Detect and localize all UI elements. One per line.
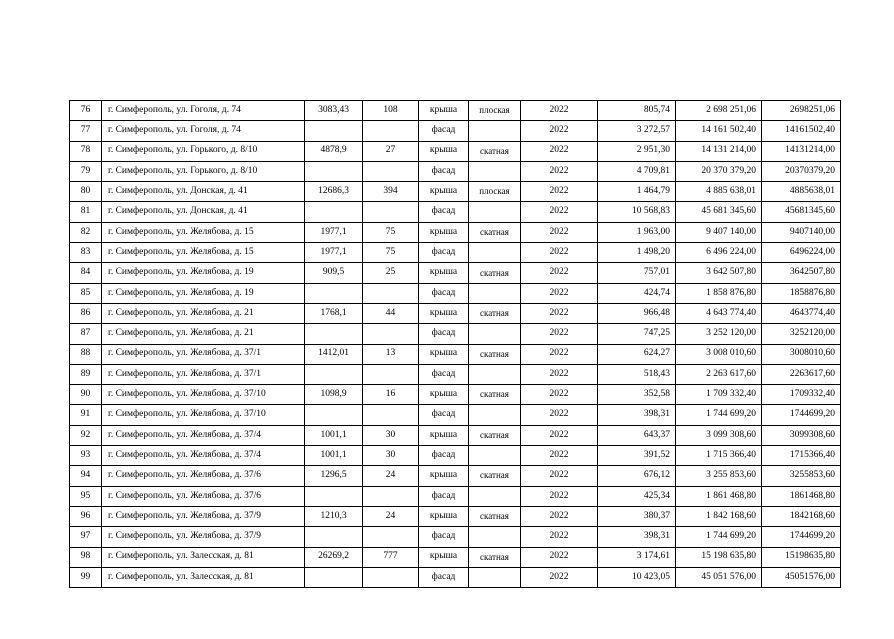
cell-roof-type: скатная — [469, 506, 521, 526]
table-row — [70, 182, 841, 202]
cell-total-cost-plain: 3099308,60 — [762, 425, 841, 445]
table-row — [70, 446, 841, 466]
cell-quantity: 24 — [363, 506, 419, 526]
cell-area: 1210,3 — [305, 506, 363, 526]
cell-roof-type — [469, 202, 521, 222]
cell-row-number: 98 — [70, 547, 102, 567]
cell-address: г. Симферополь, ул. Желябова, д. 37/10 — [102, 385, 305, 405]
cell-total-cost: 15 198 635,80 — [676, 547, 762, 567]
cell-work-type: крыша — [419, 222, 469, 242]
cell-unit-cost: 643,37 — [598, 425, 676, 445]
cell-year: 2022 — [521, 506, 598, 526]
cell-total-cost: 45 681 345,60 — [676, 202, 762, 222]
cell-unit-cost: 805,74 — [598, 101, 676, 121]
cell-quantity: 75 — [363, 222, 419, 242]
cell-year: 2022 — [521, 101, 598, 121]
cell-unit-cost: 1 963,00 — [598, 222, 676, 242]
cell-year: 2022 — [521, 324, 598, 344]
cell-unit-cost: 398,31 — [598, 405, 676, 425]
cell-address: г. Симферополь, ул. Желябова, д. 37/10 — [102, 405, 305, 425]
table-row — [70, 364, 841, 384]
cell-unit-cost: 352,58 — [598, 385, 676, 405]
table-row — [70, 344, 841, 364]
cell-year: 2022 — [521, 446, 598, 466]
cell-address: г. Симферополь, ул. Желябова, д. 37/6 — [102, 486, 305, 506]
cell-quantity: 30 — [363, 446, 419, 466]
data-table — [69, 100, 841, 588]
cell-year: 2022 — [521, 243, 598, 263]
cell-total-cost: 9 407 140,00 — [676, 222, 762, 242]
cell-roof-type — [469, 486, 521, 506]
cell-roof-type — [469, 324, 521, 344]
cell-row-number: 83 — [70, 243, 102, 263]
table-row — [70, 121, 841, 141]
table-row — [70, 466, 841, 486]
cell-total-cost-plain: 20370379,20 — [762, 161, 841, 181]
cell-year: 2022 — [521, 263, 598, 283]
table-row — [70, 506, 841, 526]
cell-unit-cost: 966,48 — [598, 303, 676, 323]
table-row — [70, 141, 841, 161]
cell-row-number: 95 — [70, 486, 102, 506]
cell-work-type: крыша — [419, 547, 469, 567]
cell-area: 909,5 — [305, 263, 363, 283]
cell-work-type: крыша — [419, 101, 469, 121]
table-row — [70, 222, 841, 242]
cell-address: г. Симферополь, ул. Желябова, д. 37/4 — [102, 446, 305, 466]
cell-quantity — [363, 324, 419, 344]
cell-total-cost-plain: 1744699,20 — [762, 405, 841, 425]
cell-roof-type — [469, 243, 521, 263]
cell-unit-cost: 624,27 — [598, 344, 676, 364]
cell-address: г. Симферополь, ул. Желябова, д. 37/9 — [102, 506, 305, 526]
cell-year: 2022 — [521, 385, 598, 405]
cell-total-cost: 20 370 379,20 — [676, 161, 762, 181]
cell-row-number: 89 — [70, 364, 102, 384]
cell-area — [305, 283, 363, 303]
cell-work-type: фасад — [419, 283, 469, 303]
cell-unit-cost: 10 423,05 — [598, 567, 676, 587]
cell-work-type: фасад — [419, 405, 469, 425]
table-row — [70, 405, 841, 425]
cell-total-cost-plain: 2698251,06 — [762, 101, 841, 121]
cell-work-type: крыша — [419, 182, 469, 202]
cell-year: 2022 — [521, 222, 598, 242]
cell-area — [305, 567, 363, 587]
cell-total-cost: 2 698 251,06 — [676, 101, 762, 121]
cell-roof-type: скатная — [469, 303, 521, 323]
cell-unit-cost: 391,52 — [598, 446, 676, 466]
cell-row-number: 92 — [70, 425, 102, 445]
cell-row-number: 99 — [70, 567, 102, 587]
cell-total-cost: 3 642 507,80 — [676, 263, 762, 283]
table-row — [70, 263, 841, 283]
table-row — [70, 202, 841, 222]
cell-unit-cost: 757,01 — [598, 263, 676, 283]
cell-unit-cost: 1 498,20 — [598, 243, 676, 263]
cell-roof-type: скатная — [469, 547, 521, 567]
cell-work-type: фасад — [419, 486, 469, 506]
cell-address: г. Симферополь, ул. Желябова, д. 21 — [102, 303, 305, 323]
cell-total-cost-plain: 1858876,80 — [762, 283, 841, 303]
cell-unit-cost: 380,37 — [598, 506, 676, 526]
cell-total-cost-plain: 6496224,00 — [762, 243, 841, 263]
cell-work-type: фасад — [419, 202, 469, 222]
cell-roof-type — [469, 121, 521, 141]
cell-total-cost: 1 744 699,20 — [676, 405, 762, 425]
cell-quantity: 24 — [363, 466, 419, 486]
cell-unit-cost: 4 709,81 — [598, 161, 676, 181]
cell-unit-cost: 518,43 — [598, 364, 676, 384]
cell-quantity — [363, 121, 419, 141]
cell-unit-cost: 3 272,57 — [598, 121, 676, 141]
cell-quantity: 44 — [363, 303, 419, 323]
cell-address: г. Симферополь, ул. Гоголя, д. 74 — [102, 121, 305, 141]
cell-roof-type: скатная — [469, 425, 521, 445]
cell-address: г. Симферополь, ул. Желябова, д. 15 — [102, 243, 305, 263]
cell-row-number: 90 — [70, 385, 102, 405]
cell-roof-type: скатная — [469, 263, 521, 283]
cell-total-cost: 14 131 214,00 — [676, 141, 762, 161]
cell-total-cost-plain: 1861468,80 — [762, 486, 841, 506]
table-row — [70, 303, 841, 323]
cell-row-number: 80 — [70, 182, 102, 202]
cell-roof-type: скатная — [469, 141, 521, 161]
cell-work-type: фасад — [419, 243, 469, 263]
table-row — [70, 101, 841, 121]
table-row — [70, 527, 841, 547]
cell-total-cost: 3 008 010,60 — [676, 344, 762, 364]
cell-year: 2022 — [521, 567, 598, 587]
cell-work-type: фасад — [419, 161, 469, 181]
cell-year: 2022 — [521, 283, 598, 303]
cell-total-cost: 3 255 853,60 — [676, 466, 762, 486]
cell-total-cost: 3 099 308,60 — [676, 425, 762, 445]
cell-row-number: 96 — [70, 506, 102, 526]
cell-year: 2022 — [521, 425, 598, 445]
cell-quantity: 27 — [363, 141, 419, 161]
cell-total-cost-plain: 3255853,60 — [762, 466, 841, 486]
cell-address: г. Симферополь, ул. Донская, д. 41 — [102, 182, 305, 202]
cell-work-type: фасад — [419, 121, 469, 141]
table-row — [70, 486, 841, 506]
cell-total-cost-plain: 14161502,40 — [762, 121, 841, 141]
table-row — [70, 161, 841, 181]
cell-year: 2022 — [521, 364, 598, 384]
cell-address: г. Симферополь, ул. Желябова, д. 21 — [102, 324, 305, 344]
cell-area — [305, 121, 363, 141]
cell-area — [305, 161, 363, 181]
cell-work-type: крыша — [419, 466, 469, 486]
cell-year: 2022 — [521, 182, 598, 202]
cell-total-cost: 1 858 876,80 — [676, 283, 762, 303]
cell-year: 2022 — [521, 547, 598, 567]
cell-quantity — [363, 486, 419, 506]
cell-unit-cost: 425,34 — [598, 486, 676, 506]
cell-address: г. Симферополь, ул. Желябова, д. 37/1 — [102, 344, 305, 364]
cell-area: 1412,01 — [305, 344, 363, 364]
cell-total-cost: 1 709 332,40 — [676, 385, 762, 405]
cell-row-number: 79 — [70, 161, 102, 181]
cell-total-cost-plain: 1715366,40 — [762, 446, 841, 466]
cell-quantity: 16 — [363, 385, 419, 405]
cell-roof-type — [469, 283, 521, 303]
cell-quantity: 108 — [363, 101, 419, 121]
cell-roof-type — [469, 161, 521, 181]
table-row — [70, 324, 841, 344]
table-row — [70, 547, 841, 567]
cell-total-cost: 2 263 617,60 — [676, 364, 762, 384]
cell-address: г. Симферополь, ул. Гоголя, д. 74 — [102, 101, 305, 121]
cell-row-number: 87 — [70, 324, 102, 344]
cell-area — [305, 486, 363, 506]
cell-total-cost-plain: 45051576,00 — [762, 567, 841, 587]
cell-quantity: 75 — [363, 243, 419, 263]
cell-roof-type: плоская — [469, 182, 521, 202]
cell-work-type: фасад — [419, 364, 469, 384]
cell-row-number: 76 — [70, 101, 102, 121]
cell-work-type: крыша — [419, 303, 469, 323]
cell-year: 2022 — [521, 466, 598, 486]
cell-address: г. Симферополь, ул. Желябова, д. 37/6 — [102, 466, 305, 486]
cell-area — [305, 527, 363, 547]
cell-roof-type: скатная — [469, 222, 521, 242]
table-row — [70, 283, 841, 303]
cell-quantity — [363, 364, 419, 384]
cell-quantity — [363, 527, 419, 547]
cell-unit-cost: 2 951,30 — [598, 141, 676, 161]
cell-total-cost-plain: 1709332,40 — [762, 385, 841, 405]
cell-address: г. Симферополь, ул. Залесская, д. 81 — [102, 547, 305, 567]
cell-roof-type: скатная — [469, 344, 521, 364]
cell-work-type: фасад — [419, 527, 469, 547]
cell-quantity: 777 — [363, 547, 419, 567]
cell-roof-type — [469, 567, 521, 587]
cell-quantity — [363, 567, 419, 587]
cell-area: 3083,43 — [305, 101, 363, 121]
cell-total-cost: 6 496 224,00 — [676, 243, 762, 263]
cell-year: 2022 — [521, 202, 598, 222]
cell-area: 1001,1 — [305, 425, 363, 445]
cell-total-cost-plain: 4885638,01 — [762, 182, 841, 202]
cell-quantity — [363, 202, 419, 222]
cell-row-number: 77 — [70, 121, 102, 141]
table-row — [70, 385, 841, 405]
cell-quantity: 25 — [363, 263, 419, 283]
cell-address: г. Симферополь, ул. Желябова, д. 19 — [102, 263, 305, 283]
cell-row-number: 97 — [70, 527, 102, 547]
cell-row-number: 93 — [70, 446, 102, 466]
cell-quantity — [363, 161, 419, 181]
cell-area — [305, 202, 363, 222]
cell-roof-type: скатная — [469, 466, 521, 486]
cell-work-type: крыша — [419, 385, 469, 405]
cell-total-cost: 14 161 502,40 — [676, 121, 762, 141]
cell-area: 1296,5 — [305, 466, 363, 486]
cell-area: 1768,1 — [305, 303, 363, 323]
cell-work-type: крыша — [419, 263, 469, 283]
cell-roof-type — [469, 364, 521, 384]
cell-row-number: 78 — [70, 141, 102, 161]
cell-work-type: крыша — [419, 141, 469, 161]
cell-unit-cost: 1 464,79 — [598, 182, 676, 202]
cell-unit-cost: 747,25 — [598, 324, 676, 344]
cell-quantity: 30 — [363, 425, 419, 445]
cell-total-cost-plain: 2263617,60 — [762, 364, 841, 384]
cell-year: 2022 — [521, 303, 598, 323]
cell-unit-cost: 676,12 — [598, 466, 676, 486]
cell-work-type: крыша — [419, 506, 469, 526]
cell-total-cost: 4 643 774,40 — [676, 303, 762, 323]
cell-address: г. Симферополь, ул. Желябова, д. 15 — [102, 222, 305, 242]
cell-total-cost: 45 051 576,00 — [676, 567, 762, 587]
cell-row-number: 91 — [70, 405, 102, 425]
cell-row-number: 85 — [70, 283, 102, 303]
cell-area: 26269,2 — [305, 547, 363, 567]
cell-roof-type — [469, 405, 521, 425]
cell-area: 4878,9 — [305, 141, 363, 161]
cell-area — [305, 405, 363, 425]
cell-total-cost-plain: 15198635,80 — [762, 547, 841, 567]
cell-area: 1977,1 — [305, 243, 363, 263]
table-row — [70, 567, 841, 587]
cell-total-cost: 1 842 168,60 — [676, 506, 762, 526]
cell-area: 1098,9 — [305, 385, 363, 405]
cell-work-type: крыша — [419, 344, 469, 364]
cell-roof-type — [469, 527, 521, 547]
cell-unit-cost: 398,31 — [598, 527, 676, 547]
cell-work-type: фасад — [419, 446, 469, 466]
cell-total-cost: 4 885 638,01 — [676, 182, 762, 202]
cell-total-cost-plain: 3008010,60 — [762, 344, 841, 364]
cell-total-cost-plain: 1842168,60 — [762, 506, 841, 526]
cell-total-cost-plain: 4643774,40 — [762, 303, 841, 323]
cell-row-number: 82 — [70, 222, 102, 242]
cell-work-type: крыша — [419, 425, 469, 445]
cell-roof-type: скатная — [469, 385, 521, 405]
table-row — [70, 425, 841, 445]
cell-total-cost-plain: 3642507,80 — [762, 263, 841, 283]
cell-roof-type — [469, 446, 521, 466]
cell-year: 2022 — [521, 121, 598, 141]
cell-total-cost-plain: 9407140,00 — [762, 222, 841, 242]
cell-address: г. Симферополь, ул. Желябова, д. 37/9 — [102, 527, 305, 547]
cell-address: г. Симферополь, ул. Желябова, д. 19 — [102, 283, 305, 303]
cell-address: г. Симферополь, ул. Горького, д. 8/10 — [102, 141, 305, 161]
cell-unit-cost: 10 568,83 — [598, 202, 676, 222]
cell-quantity — [363, 405, 419, 425]
cell-work-type: фасад — [419, 324, 469, 344]
cell-area: 1977,1 — [305, 222, 363, 242]
cell-address: г. Симферополь, ул. Залесская, д. 81 — [102, 567, 305, 587]
cell-total-cost-plain: 1744699,20 — [762, 527, 841, 547]
cell-quantity: 394 — [363, 182, 419, 202]
cell-total-cost-plain: 45681345,60 — [762, 202, 841, 222]
cell-total-cost: 1 861 468,80 — [676, 486, 762, 506]
cell-year: 2022 — [521, 405, 598, 425]
cell-total-cost-plain: 3252120,00 — [762, 324, 841, 344]
cell-total-cost: 1 744 699,20 — [676, 527, 762, 547]
cell-area — [305, 324, 363, 344]
table-body — [70, 101, 841, 588]
cell-roof-type: плоская — [469, 101, 521, 121]
cell-year: 2022 — [521, 344, 598, 364]
cell-work-type: фасад — [419, 567, 469, 587]
cell-area: 12686,3 — [305, 182, 363, 202]
cell-unit-cost: 424,74 — [598, 283, 676, 303]
cell-total-cost: 3 252 120,00 — [676, 324, 762, 344]
cell-quantity — [363, 283, 419, 303]
cell-area: 1001,1 — [305, 446, 363, 466]
cell-address: г. Симферополь, ул. Желябова, д. 37/4 — [102, 425, 305, 445]
cell-row-number: 88 — [70, 344, 102, 364]
cell-total-cost-plain: 14131214,00 — [762, 141, 841, 161]
cell-row-number: 94 — [70, 466, 102, 486]
cell-address: г. Симферополь, ул. Желябова, д. 37/1 — [102, 364, 305, 384]
cell-year: 2022 — [521, 527, 598, 547]
cell-year: 2022 — [521, 141, 598, 161]
cell-unit-cost: 3 174,61 — [598, 547, 676, 567]
cell-area — [305, 364, 363, 384]
cell-total-cost: 1 715 366,40 — [676, 446, 762, 466]
cell-quantity: 13 — [363, 344, 419, 364]
cell-row-number: 84 — [70, 263, 102, 283]
cell-year: 2022 — [521, 486, 598, 506]
table-row — [70, 243, 841, 263]
cell-row-number: 81 — [70, 202, 102, 222]
cell-row-number: 86 — [70, 303, 102, 323]
cell-year: 2022 — [521, 161, 598, 181]
cell-address: г. Симферополь, ул. Донская, д. 41 — [102, 202, 305, 222]
cell-address: г. Симферополь, ул. Горького, д. 8/10 — [102, 161, 305, 181]
